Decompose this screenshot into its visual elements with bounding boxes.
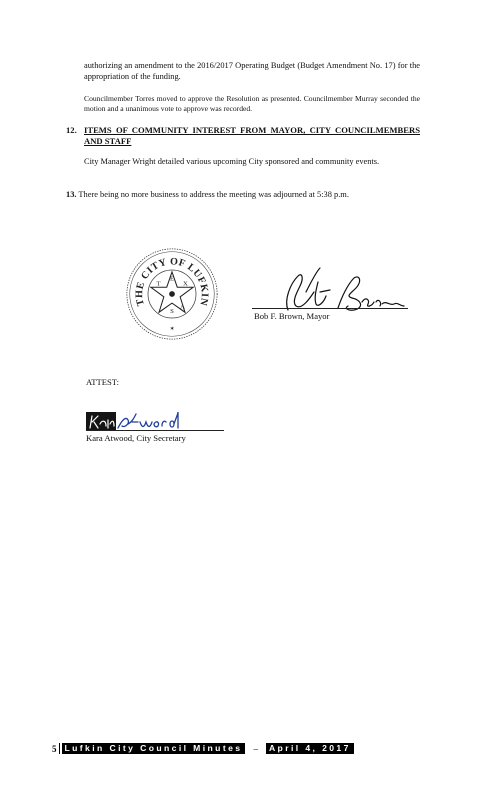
agenda-item-13 — [66, 190, 426, 201]
item-13-text: There being no more business to address the meeting was adjourned at 5:38 p.m. — [78, 190, 349, 199]
motion-paragraph: Councilmember Torres moved to approve the Resolution as presented. Councilmember Murray seconded the motion and a unanimous vote to approve was recorded. — [84, 94, 420, 113]
item-12-number: 12. — [66, 125, 77, 135]
footer-date: April 4, 2017 — [266, 743, 354, 754]
footer-separator: – — [253, 743, 258, 754]
seal-letter-t: T — [156, 280, 161, 288]
item-12-body: City Manager Wright detailed various upcoming City sponsored and community events. — [84, 157, 380, 166]
seal-city-name: THE CITY OF LUFKIN — [134, 256, 210, 307]
page-footer — [52, 743, 354, 754]
item-12-heading: ITEMS OF COMMUNITY INTEREST FROM MAYOR, CITY COUNCILMEMBERS AND STAFF — [84, 125, 420, 146]
mayor-name-title: Bob F. Brown, Mayor — [254, 311, 330, 321]
city-seal — [124, 246, 220, 342]
budget-amendment-continuation: authorizing an amendment to the 2016/2017 Operating Budget (Budget Amendment No. 17) for the appropriation of the funding. — [84, 61, 420, 81]
mayor-signature — [258, 262, 408, 314]
seal-letter-s: S — [170, 308, 174, 316]
footer-page-number: 5 — [52, 743, 57, 754]
seal-letter-x: X — [183, 280, 188, 288]
footer-title: Lufkin City Council Minutes — [62, 743, 246, 754]
attest-label: ATTEST: — [86, 377, 119, 387]
secretary-name-title: Kara Atwood, City Secretary — [86, 433, 186, 443]
secretary-signature-line — [86, 430, 224, 431]
secretary-signature — [86, 408, 186, 432]
mayor-signature-line — [252, 308, 408, 309]
seal-letter-a: A — [180, 303, 185, 311]
svg-text:✶: ✶ — [169, 326, 175, 333]
seal-letter-e: E — [169, 275, 175, 283]
item-13-number: 13. — [66, 190, 77, 199]
footer-divider — [59, 743, 60, 754]
